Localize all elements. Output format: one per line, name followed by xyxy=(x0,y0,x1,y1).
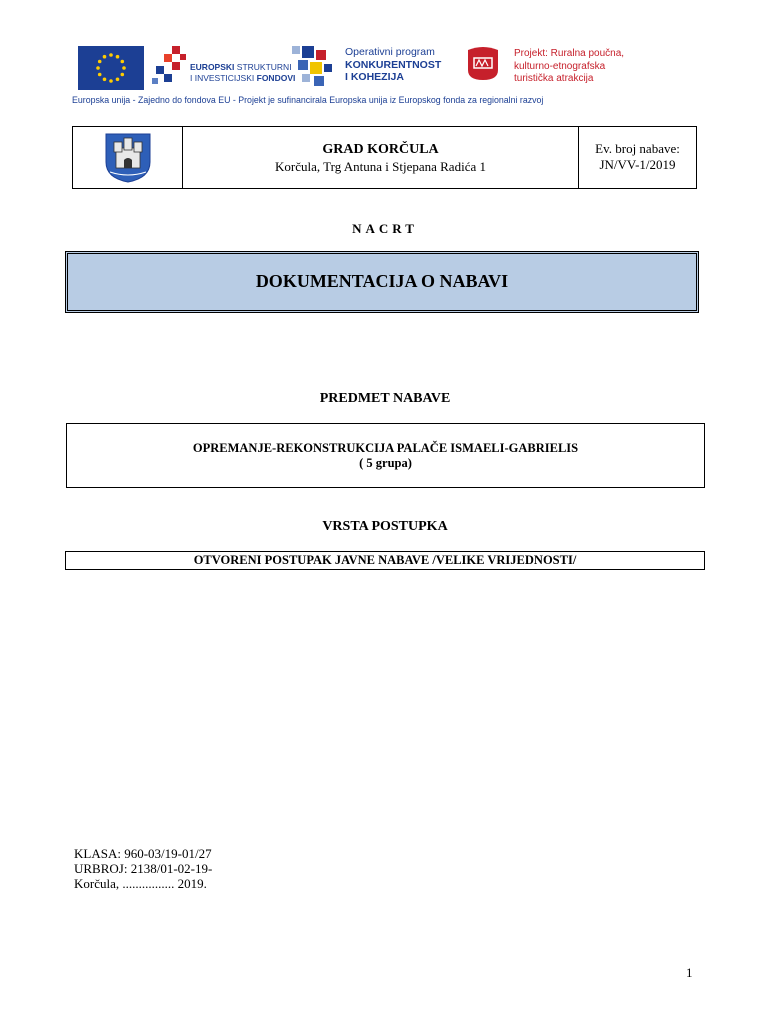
place-date-line: Korčula, ................ 2019. xyxy=(74,876,207,891)
document-title: DOKUMENTACIJA O NABAVI xyxy=(255,271,509,291)
esif-logo-icon xyxy=(152,44,188,88)
coat-of-arms-icon xyxy=(104,132,152,184)
ev-number-label: Ev. broj nabave: xyxy=(595,141,680,156)
subject-groups: ( 5 grupa) xyxy=(359,456,412,470)
operational-program-logo-icon xyxy=(292,44,336,88)
operational-program-text: Operativni program KONKURENTNOST I KOHEZIJA xyxy=(345,46,442,83)
eu-funding-line: Europska unija - Zajedno do fondova EU - Projekt je sufinancirala Europska unija iz Europskog fonda za regionalni razvoj xyxy=(72,95,544,105)
page-number: 1 xyxy=(686,965,693,980)
project-text: Projekt: Ruralna poučna, kulturno-etnografska turistička atrakcija xyxy=(514,48,625,84)
esif-logo-text: EUROPSKI STRUKTURNI I INVESTICIJSKI FONDOVI xyxy=(190,62,296,83)
urbroj-line: URBROJ: 2138/01-02-19- xyxy=(74,861,213,876)
city-address: Korčula, Trg Antuna i Stjepana Radića 1 xyxy=(275,159,486,174)
procedure-heading: VRSTA POSTUPKA xyxy=(322,519,448,534)
reference-block xyxy=(74,846,212,891)
eu-flag-icon xyxy=(78,46,144,90)
subject-line: OPREMANJE-REKONSTRUKCIJA PALAČE ISMAELI-GABRIELIS xyxy=(192,441,579,455)
city-name: GRAD KORČULA xyxy=(322,142,439,157)
draft-label: NACRT xyxy=(352,221,418,236)
subject-heading: PREDMET NABAVE xyxy=(319,391,451,406)
procedure-value: OTVORENI POSTUPAK JAVNE NABAVE /VELIKE VRIJEDNOSTI/ xyxy=(193,553,577,567)
ev-number-value: JN/VV-1/2019 xyxy=(599,157,676,172)
klasa-line: KLASA: 960-03/19-01/27 xyxy=(74,846,212,861)
project-logo-icon xyxy=(462,46,504,82)
